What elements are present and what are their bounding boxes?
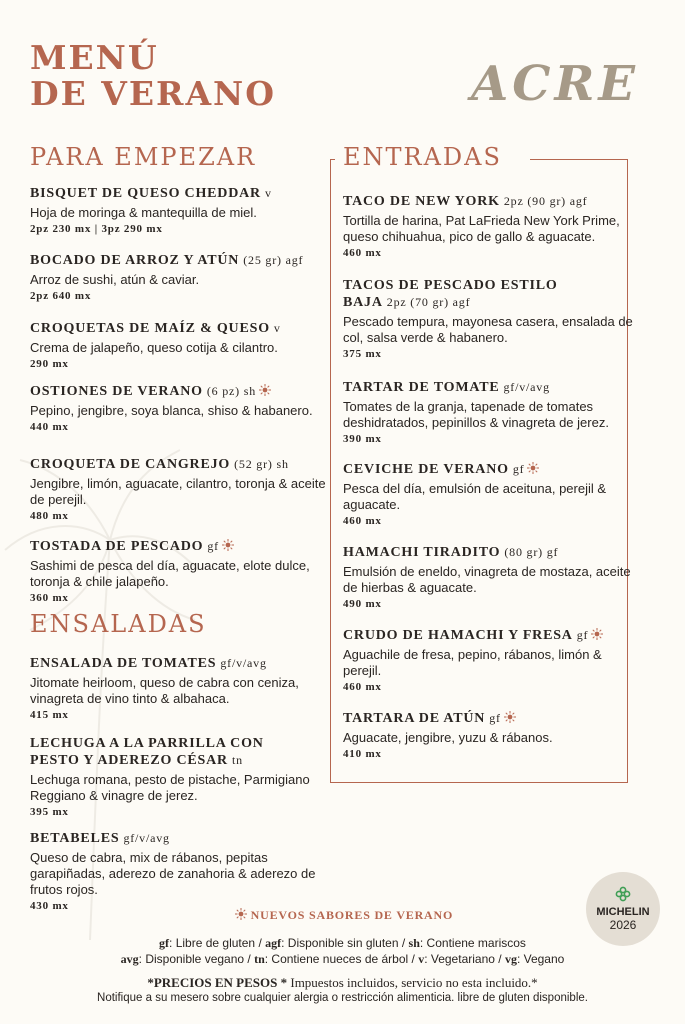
legend-separator: / (244, 952, 255, 966)
item-title: TACOS DE PESCADO ESTILO BAJA (343, 278, 558, 310)
item-tag: gf (512, 462, 525, 476)
item-description: Arroz de sushi, atún & caviar. (30, 272, 200, 287)
legend-value: : Vegano (516, 952, 565, 966)
item-price: 460 mx (343, 681, 382, 693)
section-para-empezar: PARA EMPEZAR (30, 143, 257, 171)
item-description: Jitomate heirloom, queso de cabra con ceniza, vinagreta de vino tinto & albahaca. (30, 675, 299, 706)
item-tag: (52 gr) sh (234, 457, 289, 471)
legend-value: : Disponible sin gluten (281, 936, 399, 950)
item-price: 360 mx (30, 592, 69, 604)
item-price: 290 mx (30, 358, 69, 370)
item-tag: 2pz (70 gr) agf (386, 295, 471, 309)
item-tag: gf (576, 628, 589, 642)
legend-separator: / (408, 952, 419, 966)
legend-value: : Contiene nueces de árbol (264, 952, 409, 966)
item-price: 390 mx (343, 433, 382, 445)
item-title: LECHUGA A LA PARRILLA CON PESTO Y ADEREZO CÉSAR (30, 736, 264, 768)
item-title: CEVICHE DE VERANO (343, 462, 509, 477)
legend-key: vg (504, 952, 517, 966)
item-price: 395 mx (30, 806, 69, 818)
precios-bold: *PRECIOS EN PESOS * (147, 975, 288, 990)
item-title: CRUDO DE HAMACHI Y FRESA (343, 628, 573, 643)
sun-icon (259, 384, 271, 396)
item-price: 460 mx (343, 247, 382, 259)
item-description: Lechuga romana, pesto de pistache, Parmigiano Reggiano & vinagre de jerez. (30, 772, 310, 803)
item-name (30, 252, 330, 269)
item-price: 410 mx (343, 748, 382, 760)
item-name (30, 383, 330, 400)
legend-value: : Disponible vegano (138, 952, 245, 966)
legend-separator: / (255, 936, 266, 950)
item-description: Aguachile de fresa, pepino, rábanos, limón & perejil. (343, 647, 602, 678)
item-description: Hoja de moringa & mantequilla de miel. (30, 205, 257, 220)
section-entradas: ENTRADAS (343, 143, 502, 171)
michelin-year: 2026 (609, 918, 637, 932)
menu-title (30, 40, 276, 112)
menu-item (343, 379, 633, 445)
section-ensaladas: ENSALADAS (30, 610, 207, 638)
item-name (343, 277, 613, 311)
sun-icon (235, 908, 247, 920)
title-line-2: DE VERANO (30, 74, 276, 113)
item-name (343, 461, 633, 478)
title-line-1: MENÚ (30, 38, 159, 77)
item-description: Tortilla de harina, Pat LaFrieda New York Prime, queso chihuahua, pico de gallo & aguacate. (343, 213, 620, 244)
item-name (30, 735, 280, 769)
item-price: 415 mx (30, 709, 69, 721)
item-price: 460 mx (343, 515, 382, 527)
legend-value: : Vegetariano (424, 952, 495, 966)
legend-separator: / (398, 936, 409, 950)
item-description: Pepino, jengibre, soya blanca, shiso & habanero. (30, 403, 313, 418)
item-tag: gf (489, 711, 501, 725)
item-tag: 2pz (90 gr) agf (503, 194, 588, 208)
item-tag: v (273, 321, 281, 335)
item-title: ENSALADA DE TOMATES (30, 656, 217, 671)
item-name (30, 655, 330, 672)
item-description: Tomates de la granja, tapenade de tomates deshidratados, pepinillos & vinagreta de jerez. (343, 399, 609, 430)
menu-item (343, 461, 633, 527)
item-description: Emulsión de eneldo, vinagreta de mostaza, aceite de hierbas & aguacate. (343, 564, 631, 595)
acre-logo (455, 48, 655, 118)
item-title: TARTARA DE ATÚN (343, 711, 486, 726)
sun-icon (504, 711, 516, 723)
legend-key: avg (120, 952, 139, 966)
item-tag: gf/v/avg (503, 380, 550, 394)
item-title: TARTAR DE TOMATE (343, 380, 500, 395)
item-name (30, 456, 330, 473)
item-name (343, 627, 633, 644)
michelin-badge (586, 872, 660, 946)
menu-item (30, 252, 330, 302)
legend-key: agf (265, 936, 282, 950)
legend-row-2 (0, 952, 685, 967)
item-price: 490 mx (343, 598, 382, 610)
menu-item (30, 383, 330, 433)
menu-item (343, 193, 633, 259)
item-price: 430 mx (30, 900, 69, 912)
precios-rest: Impuestos incluidos, servicio no esta incluido.* (287, 975, 538, 990)
nuevos-label: NUEVOS SABORES DE VERANO (250, 908, 454, 922)
allergy-notice: Notifique a su mesero sobre cualquier alergia o restricción alimenticia. libre de gluten disponible. (97, 992, 588, 1004)
sun-icon (591, 628, 603, 640)
menu-item (343, 544, 633, 610)
item-price: 480 mx (30, 510, 69, 522)
item-name (343, 710, 633, 727)
item-price: 440 mx (30, 421, 69, 433)
menu-item (343, 627, 633, 693)
item-tag: gf/v/avg (123, 831, 170, 845)
legend-key: gf (159, 936, 170, 950)
item-price: 2pz 230 mx | 3pz 290 mx (30, 223, 163, 235)
item-title: BOCADO DE ARROZ Y ATÚN (30, 253, 240, 268)
item-name (30, 830, 330, 847)
menu-item (343, 710, 633, 760)
item-title: TACO DE NEW YORK (343, 194, 500, 209)
menu-item (30, 538, 330, 604)
item-title: HAMACHI TIRADITO (343, 545, 501, 560)
legend-key: tn (254, 952, 265, 966)
item-title: CROQUETAS DE MAÍZ & QUESO (30, 321, 270, 336)
item-tag: (25 gr) agf (243, 253, 304, 267)
legend-value: : Libre de gluten (169, 936, 256, 950)
menu-item (30, 655, 330, 721)
item-tag: (6 pz) sh (206, 384, 257, 398)
item-description: Jengibre, limón, aguacate, cilantro, toronja & aceite de perejil. (30, 476, 326, 507)
menu-item (30, 320, 330, 370)
legend-value: : Contiene mariscos (419, 936, 526, 950)
item-description: Pesca del día, emulsión de aceituna, perejil & aguacate. (343, 481, 607, 512)
michelin-star-icon (615, 886, 631, 902)
item-tag: gf (207, 539, 219, 553)
item-title: BISQUET DE QUESO CHEDDAR (30, 186, 261, 201)
sun-icon (527, 462, 539, 474)
menu-item (30, 456, 330, 522)
precios-note (0, 975, 685, 991)
item-description: Aguacate, jengibre, yuzu & rábanos. (343, 730, 553, 745)
item-name (343, 544, 633, 561)
item-title: OSTIONES DE VERANO (30, 384, 203, 399)
menu-item (30, 830, 330, 912)
nuevos-sabores-note (0, 908, 685, 923)
item-tag: gf/v/avg (220, 656, 267, 670)
michelin-name: MICHELIN (596, 906, 650, 918)
item-description: Crema de jalapeño, queso cotija & cilantro. (30, 340, 278, 355)
item-title: TOSTADA DE PESCADO (30, 539, 204, 554)
menu-item (30, 735, 330, 818)
item-name (343, 193, 633, 210)
item-tag: (80 gr) gf (504, 545, 559, 559)
item-name (30, 320, 330, 337)
item-price: 375 mx (343, 348, 382, 360)
item-description: Pescado tempura, mayonesa casera, ensalada de col, salsa verde & habanero. (343, 314, 633, 345)
item-tag: tn (231, 753, 243, 767)
item-name (30, 185, 330, 202)
item-tag: v (264, 186, 272, 200)
svg-text:ACRE: ACRE (471, 56, 639, 112)
item-title: BETABELES (30, 831, 120, 846)
menu-item (30, 185, 330, 235)
item-name (30, 538, 330, 555)
legend-key: v (418, 952, 425, 966)
legend-key: sh (408, 936, 420, 950)
item-price: 2pz 640 mx (30, 290, 92, 302)
legend-separator: / (494, 952, 505, 966)
item-description: Sashimi de pesca del día, aguacate, elote dulce, toronja & chile jalapeño. (30, 558, 310, 589)
sun-icon (222, 539, 234, 551)
legend-row-1 (0, 936, 685, 951)
item-title: CROQUETA DE CANGREJO (30, 457, 231, 472)
menu-item (343, 277, 633, 360)
item-description: Queso de cabra, mix de rábanos, pepitas garapiñadas, aderezo de zanahoria & aderezo de frutos rojos. (30, 850, 316, 897)
item-name (343, 379, 633, 396)
